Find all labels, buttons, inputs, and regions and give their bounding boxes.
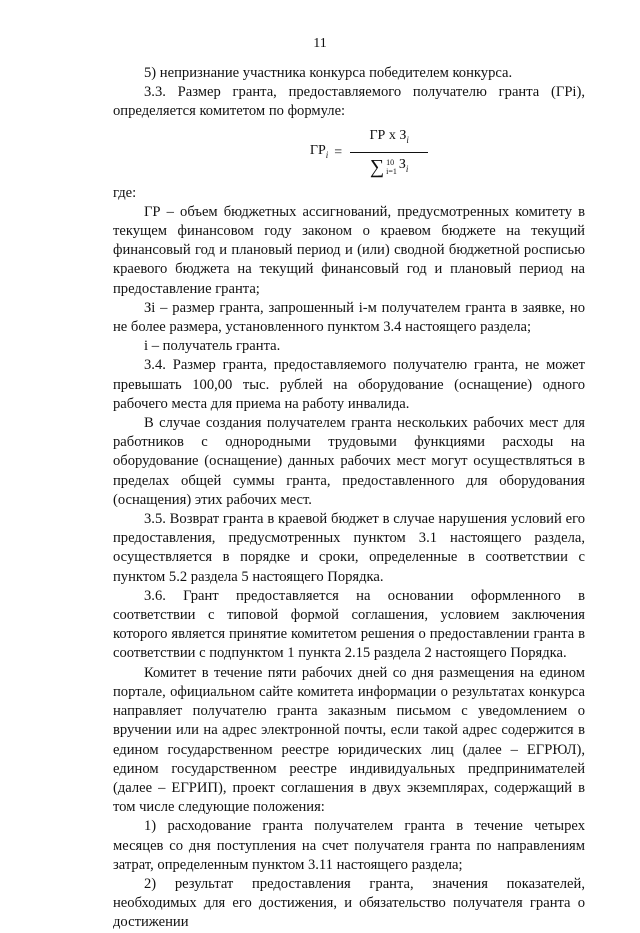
paragraph: 3.6. Грант предоставляется на основании оформленного в соответствии с типовой формой соглашения, условием заключения которого является принятие комитетом решения о предоставлении гранта в соответствии с подпунктом 1 пункта 2.15 раздела 2 настоящего Порядка. bbox=[113, 587, 585, 662]
sum-upper-limit: 10 bbox=[386, 158, 395, 168]
page-number: 11 bbox=[313, 36, 327, 51]
paragraph: 2) результат предоставления гранта, значения показателей, необходимых для его достижения, и обязательство получателя гранта о достижении bbox=[113, 875, 585, 931]
paragraph: 5) непризнание участника конкурса победителем конкурса. bbox=[144, 65, 513, 81]
formula-denominator bbox=[370, 153, 409, 179]
formula-numerator-subscript: i bbox=[406, 134, 409, 145]
paragraph: 3.5. Возврат гранта в краевой бюджет в случае нарушения условий его предоставления, предусмотренных пунктом 3.1 настоящего раздела, осуществляется в порядке и сроки, определенные в соответствии с пунктом 5.2 раздела 5 настоящего Порядка. bbox=[113, 511, 585, 585]
paragraph: Комитет в течение пяти рабочих дней со дня размещения на едином портале, официальном сайте комитета информации о результатах конкурса направляет получателю гранта заказным письмом с уведомлением о вручении или на адрес электронной почты, если такой адрес содержится в едином государственном реестре юридических лиц (далее – ЕГРЮЛ), едином государственном реестре индивидуальных предпринимателей (далее – ЕГРИП), проект соглашения в двух экземплярах, содержащий в том числе следующие положения: bbox=[113, 664, 585, 816]
sum-sign: ∑ bbox=[369, 156, 385, 179]
paragraph: где: bbox=[113, 184, 137, 201]
paragraph: ГР – объем бюджетных ассигнований, предусмотренных комитету в текущем финансовом году законом о краевом бюджете на текущий финансовый год и плановый период и (или) сводной бюджетной росписью краевого бюджета на текущий финансовый год и плановый период на предоставление гранта; bbox=[113, 203, 585, 297]
denominator-variable: $З_i$ bbox=[398, 157, 409, 174]
paragraph: 3.3. Размер гранта, предоставляемого получателю гранта (ГРi), определяется комитетом по формуле: bbox=[113, 84, 585, 120]
formula-lhs: $ГР_i$ bbox=[309, 142, 329, 160]
paragraph: 3.4. Размер гранта, предоставляемого получателю гранта, не может превышать 100,00 тыс. рублей на оборудование (оснащение) одного рабочего места для приема на работу инвалида. bbox=[113, 357, 585, 412]
document-body bbox=[113, 64, 585, 933]
denominator-subscript: i bbox=[405, 163, 409, 174]
formula-lhs-subscript: i bbox=[325, 149, 329, 160]
formula-numerator: ГР х $З_i$ bbox=[369, 128, 409, 145]
sum-lower-limit: i=1 bbox=[386, 167, 397, 177]
paragraph: i – получатель гранта. bbox=[144, 338, 281, 355]
formula-fraction bbox=[350, 126, 428, 179]
sum-limits bbox=[386, 158, 397, 176]
paragraph: Зi – размер гранта, запрошенный i-м получателем гранта в заявке, но не более размера, установленного пунктом 3.4 настоящего раздела; bbox=[113, 299, 585, 336]
grant-formula bbox=[113, 122, 585, 184]
paragraph: В случае создания получателем гранта нескольких рабочих мест для работников с однородными трудовыми функциями расходы на оборудование (оснащение) данных рабочих мест могут осуществляться в пределах общей суммы гранта, предоставленного для оборудования (оснащения) этих рабочих мест. bbox=[113, 415, 585, 508]
paragraph: 1) расходование гранта получателем гранта в течение четырех месяцев со дня поступления на счет получателя гранта по направлениям затрат, определенным пунктом 3.11 настоящего раздела; bbox=[113, 818, 585, 873]
formula-equals: = bbox=[334, 145, 343, 160]
